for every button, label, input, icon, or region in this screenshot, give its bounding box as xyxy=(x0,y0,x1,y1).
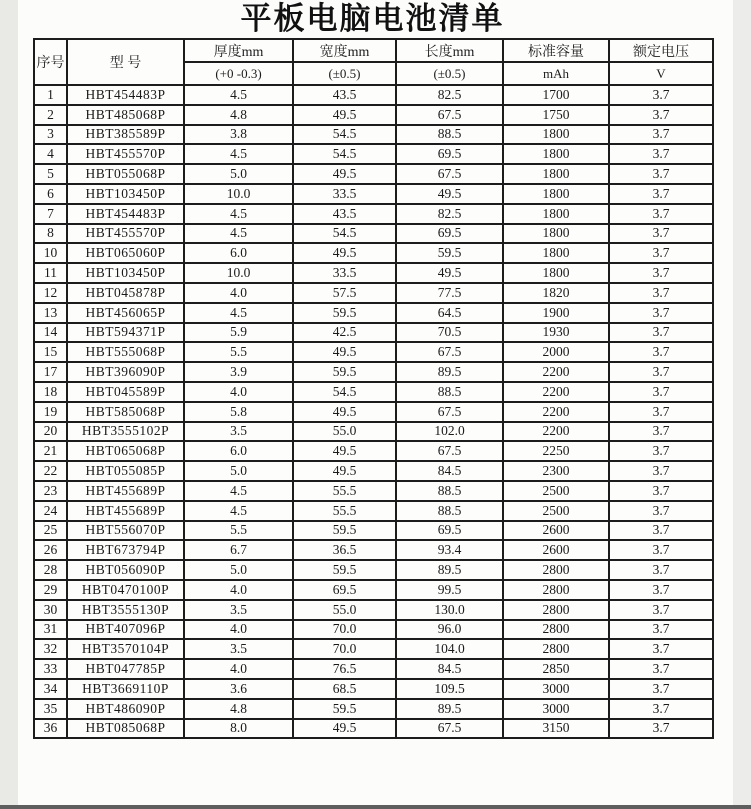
cell-thickness: 3.8 xyxy=(184,125,293,145)
cell-model: HBT486090P xyxy=(67,699,184,719)
cell-thickness: 5.5 xyxy=(184,342,293,362)
cell-length: 88.5 xyxy=(396,501,503,521)
cell-width: 49.5 xyxy=(293,105,396,125)
cell-serial: 11 xyxy=(34,263,67,283)
table-row xyxy=(34,461,713,481)
cell-capacity: 2200 xyxy=(503,362,609,382)
cell-thickness: 3.6 xyxy=(184,679,293,699)
cell-capacity: 1800 xyxy=(503,243,609,263)
cell-thickness: 4.0 xyxy=(184,580,293,600)
cell-length: 99.5 xyxy=(396,580,503,600)
cell-length: 89.5 xyxy=(396,699,503,719)
cell-model: HBT045878P xyxy=(67,283,184,303)
table-row xyxy=(34,699,713,719)
table-row xyxy=(34,263,713,283)
table-row xyxy=(34,679,713,699)
cell-thickness: 4.8 xyxy=(184,699,293,719)
cell-width: 68.5 xyxy=(293,679,396,699)
table-row xyxy=(34,243,713,263)
cell-width: 70.0 xyxy=(293,639,396,659)
cell-capacity: 2600 xyxy=(503,540,609,560)
cell-serial: 24 xyxy=(34,501,67,521)
cell-serial: 6 xyxy=(34,184,67,204)
cell-voltage: 3.7 xyxy=(609,639,713,659)
cell-voltage: 3.7 xyxy=(609,184,713,204)
cell-width: 59.5 xyxy=(293,560,396,580)
cell-serial: 2 xyxy=(34,105,67,125)
cell-thickness: 4.5 xyxy=(184,224,293,244)
cell-thickness: 8.0 xyxy=(184,719,293,739)
table-row xyxy=(34,303,713,323)
cell-capacity: 2800 xyxy=(503,639,609,659)
cell-length: 89.5 xyxy=(396,362,503,382)
cell-width: 49.5 xyxy=(293,243,396,263)
cell-voltage: 3.7 xyxy=(609,125,713,145)
table-row xyxy=(34,441,713,461)
cell-voltage: 3.7 xyxy=(609,441,713,461)
header-voltage-unit: V xyxy=(609,62,713,85)
cell-serial: 25 xyxy=(34,521,67,541)
cell-thickness: 4.5 xyxy=(184,85,293,105)
cell-thickness: 5.0 xyxy=(184,560,293,580)
cell-thickness: 6.7 xyxy=(184,540,293,560)
table-row xyxy=(34,224,713,244)
battery-spec-table xyxy=(33,38,714,739)
battery-table-body xyxy=(34,85,713,738)
table-row xyxy=(34,560,713,580)
cell-width: 55.0 xyxy=(293,422,396,442)
cell-voltage: 3.7 xyxy=(609,719,713,739)
cell-model: HBT455570P xyxy=(67,144,184,164)
cell-length: 84.5 xyxy=(396,659,503,679)
header-thickness: 厚度mm xyxy=(184,39,293,62)
cell-serial: 31 xyxy=(34,620,67,640)
cell-voltage: 3.7 xyxy=(609,323,713,343)
cell-thickness: 4.5 xyxy=(184,144,293,164)
cell-width: 54.5 xyxy=(293,382,396,402)
cell-thickness: 4.5 xyxy=(184,204,293,224)
cell-serial: 20 xyxy=(34,422,67,442)
cell-voltage: 3.7 xyxy=(609,481,713,501)
header-capacity-unit: mAh xyxy=(503,62,609,85)
cell-serial: 17 xyxy=(34,362,67,382)
cell-capacity: 2800 xyxy=(503,600,609,620)
cell-model: HBT055068P xyxy=(67,164,184,184)
cell-width: 43.5 xyxy=(293,204,396,224)
cell-model: HBT045589P xyxy=(67,382,184,402)
cell-model: HBT3555130P xyxy=(67,600,184,620)
cell-serial: 1 xyxy=(34,85,67,105)
cell-width: 49.5 xyxy=(293,461,396,481)
cell-model: HBT407096P xyxy=(67,620,184,640)
cell-model: HBT673794P xyxy=(67,540,184,560)
cell-serial: 15 xyxy=(34,342,67,362)
cell-thickness: 4.5 xyxy=(184,501,293,521)
cell-capacity: 2000 xyxy=(503,342,609,362)
table-row xyxy=(34,639,713,659)
cell-serial: 8 xyxy=(34,224,67,244)
cell-voltage: 3.7 xyxy=(609,342,713,362)
cell-thickness: 3.5 xyxy=(184,422,293,442)
cell-serial: 33 xyxy=(34,659,67,679)
cell-length: 104.0 xyxy=(396,639,503,659)
cell-serial: 36 xyxy=(34,719,67,739)
cell-length: 84.5 xyxy=(396,461,503,481)
cell-voltage: 3.7 xyxy=(609,303,713,323)
cell-length: 88.5 xyxy=(396,481,503,501)
cell-thickness: 4.5 xyxy=(184,481,293,501)
cell-capacity: 2500 xyxy=(503,481,609,501)
cell-model: HBT455689P xyxy=(67,501,184,521)
cell-serial: 30 xyxy=(34,600,67,620)
cell-thickness: 4.0 xyxy=(184,620,293,640)
cell-serial: 26 xyxy=(34,540,67,560)
cell-width: 36.5 xyxy=(293,540,396,560)
cell-width: 59.5 xyxy=(293,521,396,541)
cell-voltage: 3.7 xyxy=(609,699,713,719)
cell-capacity: 2200 xyxy=(503,402,609,422)
cell-capacity: 1800 xyxy=(503,224,609,244)
table-row xyxy=(34,184,713,204)
header-serial: 序号 xyxy=(34,39,67,85)
cell-length: 49.5 xyxy=(396,263,503,283)
cell-voltage: 3.7 xyxy=(609,659,713,679)
cell-length: 109.5 xyxy=(396,679,503,699)
cell-thickness: 5.9 xyxy=(184,323,293,343)
header-thickness-tolerance: (+0 -0.3) xyxy=(184,62,293,85)
cell-model: HBT385589P xyxy=(67,125,184,145)
cell-voltage: 3.7 xyxy=(609,540,713,560)
cell-capacity: 1800 xyxy=(503,125,609,145)
cell-voltage: 3.7 xyxy=(609,461,713,481)
cell-model: HBT3555102P xyxy=(67,422,184,442)
cell-length: 70.5 xyxy=(396,323,503,343)
cell-thickness: 5.5 xyxy=(184,521,293,541)
cell-model: HBT047785P xyxy=(67,659,184,679)
cell-capacity: 2300 xyxy=(503,461,609,481)
cell-length: 88.5 xyxy=(396,125,503,145)
header-length-tolerance: (±0.5) xyxy=(396,62,503,85)
cell-width: 49.5 xyxy=(293,342,396,362)
cell-voltage: 3.7 xyxy=(609,422,713,442)
cell-capacity: 2800 xyxy=(503,580,609,600)
cell-voltage: 3.7 xyxy=(609,560,713,580)
cell-model: HBT455570P xyxy=(67,224,184,244)
cell-thickness: 3.5 xyxy=(184,600,293,620)
cell-width: 59.5 xyxy=(293,699,396,719)
cell-voltage: 3.7 xyxy=(609,402,713,422)
cell-serial: 5 xyxy=(34,164,67,184)
table-row xyxy=(34,283,713,303)
cell-thickness: 6.0 xyxy=(184,441,293,461)
table-row xyxy=(34,580,713,600)
left-edge-strip xyxy=(0,0,18,809)
cell-length: 67.5 xyxy=(396,105,503,125)
cell-voltage: 3.7 xyxy=(609,164,713,184)
cell-length: 69.5 xyxy=(396,224,503,244)
cell-serial: 18 xyxy=(34,382,67,402)
cell-capacity: 3150 xyxy=(503,719,609,739)
cell-capacity: 2200 xyxy=(503,382,609,402)
cell-thickness: 5.0 xyxy=(184,461,293,481)
cell-model: HBT454483P xyxy=(67,204,184,224)
cell-model: HBT103450P xyxy=(67,263,184,283)
cell-width: 54.5 xyxy=(293,144,396,164)
cell-model: HBT056090P xyxy=(67,560,184,580)
cell-model: HBT065060P xyxy=(67,243,184,263)
table-row xyxy=(34,481,713,501)
cell-width: 70.0 xyxy=(293,620,396,640)
cell-voltage: 3.7 xyxy=(609,105,713,125)
cell-width: 76.5 xyxy=(293,659,396,679)
cell-serial: 28 xyxy=(34,560,67,580)
cell-serial: 13 xyxy=(34,303,67,323)
header-capacity: 标准容量 xyxy=(503,39,609,62)
cell-serial: 14 xyxy=(34,323,67,343)
cell-capacity: 1820 xyxy=(503,283,609,303)
cell-thickness: 5.8 xyxy=(184,402,293,422)
table-row xyxy=(34,521,713,541)
table-row xyxy=(34,362,713,382)
cell-capacity: 2800 xyxy=(503,620,609,640)
right-edge-strip xyxy=(733,0,751,809)
cell-capacity: 1800 xyxy=(503,164,609,184)
cell-serial: 34 xyxy=(34,679,67,699)
table-row xyxy=(34,323,713,343)
header-length: 长度mm xyxy=(396,39,503,62)
cell-width: 33.5 xyxy=(293,263,396,283)
cell-serial: 7 xyxy=(34,204,67,224)
cell-model: HBT085068P xyxy=(67,719,184,739)
cell-length: 59.5 xyxy=(396,243,503,263)
cell-thickness: 4.0 xyxy=(184,283,293,303)
cell-voltage: 3.7 xyxy=(609,243,713,263)
cell-length: 69.5 xyxy=(396,144,503,164)
cell-voltage: 3.7 xyxy=(609,620,713,640)
cell-serial: 35 xyxy=(34,699,67,719)
cell-width: 42.5 xyxy=(293,323,396,343)
cell-model: HBT3669110P xyxy=(67,679,184,699)
cell-serial: 19 xyxy=(34,402,67,422)
cell-model: HBT0470100P xyxy=(67,580,184,600)
cell-width: 33.5 xyxy=(293,184,396,204)
header-model: 型 号 xyxy=(67,39,184,85)
cell-width: 59.5 xyxy=(293,303,396,323)
table-row xyxy=(34,382,713,402)
cell-thickness: 4.8 xyxy=(184,105,293,125)
cell-capacity: 1900 xyxy=(503,303,609,323)
cell-voltage: 3.7 xyxy=(609,501,713,521)
cell-model: HBT594371P xyxy=(67,323,184,343)
cell-model: HBT103450P xyxy=(67,184,184,204)
cell-capacity: 1800 xyxy=(503,184,609,204)
cell-serial: 32 xyxy=(34,639,67,659)
cell-thickness: 10.0 xyxy=(184,263,293,283)
cell-serial: 29 xyxy=(34,580,67,600)
cell-model: HBT585068P xyxy=(67,402,184,422)
cell-width: 49.5 xyxy=(293,441,396,461)
cell-thickness: 6.0 xyxy=(184,243,293,263)
cell-length: 96.0 xyxy=(396,620,503,640)
table-row xyxy=(34,659,713,679)
cell-width: 55.0 xyxy=(293,600,396,620)
cell-length: 130.0 xyxy=(396,600,503,620)
cell-length: 88.5 xyxy=(396,382,503,402)
cell-model: HBT456065P xyxy=(67,303,184,323)
cell-width: 57.5 xyxy=(293,283,396,303)
cell-model: HBT455689P xyxy=(67,481,184,501)
table-row xyxy=(34,105,713,125)
table-row xyxy=(34,125,713,145)
table-row xyxy=(34,342,713,362)
cell-thickness: 5.0 xyxy=(184,164,293,184)
cell-width: 55.5 xyxy=(293,501,396,521)
header-voltage: 额定电压 xyxy=(609,39,713,62)
cell-capacity: 2250 xyxy=(503,441,609,461)
cell-voltage: 3.7 xyxy=(609,144,713,164)
cell-width: 43.5 xyxy=(293,85,396,105)
cell-thickness: 10.0 xyxy=(184,184,293,204)
cell-model: HBT454483P xyxy=(67,85,184,105)
table-header xyxy=(34,39,713,85)
cell-length: 89.5 xyxy=(396,560,503,580)
cell-serial: 21 xyxy=(34,441,67,461)
table-row xyxy=(34,402,713,422)
cell-thickness: 3.5 xyxy=(184,639,293,659)
cell-length: 64.5 xyxy=(396,303,503,323)
table-row xyxy=(34,540,713,560)
table-row xyxy=(34,620,713,640)
cell-width: 49.5 xyxy=(293,402,396,422)
cell-voltage: 3.7 xyxy=(609,382,713,402)
cell-voltage: 3.7 xyxy=(609,224,713,244)
cell-voltage: 3.7 xyxy=(609,679,713,699)
cell-thickness: 4.0 xyxy=(184,382,293,402)
cell-capacity: 1800 xyxy=(503,204,609,224)
table-row xyxy=(34,422,713,442)
table-row xyxy=(34,719,713,739)
cell-capacity: 1930 xyxy=(503,323,609,343)
cell-model: HBT396090P xyxy=(67,362,184,382)
cell-length: 93.4 xyxy=(396,540,503,560)
cell-capacity: 1800 xyxy=(503,263,609,283)
cell-width: 49.5 xyxy=(293,164,396,184)
cell-length: 67.5 xyxy=(396,441,503,461)
table-row xyxy=(34,501,713,521)
cell-thickness: 4.0 xyxy=(184,659,293,679)
cell-length: 69.5 xyxy=(396,521,503,541)
cell-thickness: 4.5 xyxy=(184,303,293,323)
cell-length: 67.5 xyxy=(396,402,503,422)
cell-width: 49.5 xyxy=(293,719,396,739)
cell-length: 67.5 xyxy=(396,164,503,184)
cell-length: 77.5 xyxy=(396,283,503,303)
cell-serial: 23 xyxy=(34,481,67,501)
cell-capacity: 3000 xyxy=(503,679,609,699)
cell-voltage: 3.7 xyxy=(609,204,713,224)
cell-length: 82.5 xyxy=(396,204,503,224)
cell-length: 82.5 xyxy=(396,85,503,105)
cell-model: HBT055085P xyxy=(67,461,184,481)
cell-serial: 10 xyxy=(34,243,67,263)
cell-length: 67.5 xyxy=(396,719,503,739)
table-row xyxy=(34,144,713,164)
cell-model: HBT485068P xyxy=(67,105,184,125)
cell-thickness: 3.9 xyxy=(184,362,293,382)
bottom-edge-strip xyxy=(0,805,751,809)
cell-length: 102.0 xyxy=(396,422,503,442)
cell-capacity: 1750 xyxy=(503,105,609,125)
cell-capacity: 1700 xyxy=(503,85,609,105)
cell-voltage: 3.7 xyxy=(609,521,713,541)
header-width-tolerance: (±0.5) xyxy=(293,62,396,85)
cell-model: HBT065068P xyxy=(67,441,184,461)
cell-voltage: 3.7 xyxy=(609,580,713,600)
cell-capacity: 2850 xyxy=(503,659,609,679)
cell-width: 55.5 xyxy=(293,481,396,501)
cell-capacity: 2800 xyxy=(503,560,609,580)
cell-voltage: 3.7 xyxy=(609,85,713,105)
cell-width: 54.5 xyxy=(293,224,396,244)
cell-model: HBT556070P xyxy=(67,521,184,541)
cell-capacity: 2200 xyxy=(503,422,609,442)
table-row xyxy=(34,204,713,224)
cell-serial: 12 xyxy=(34,283,67,303)
cell-capacity: 2600 xyxy=(503,521,609,541)
table-row xyxy=(34,600,713,620)
page-title: 平板电脑电池清单 xyxy=(240,1,505,36)
header-width: 宽度mm xyxy=(293,39,396,62)
cell-length: 67.5 xyxy=(396,342,503,362)
cell-capacity: 1800 xyxy=(503,144,609,164)
table-row xyxy=(34,85,713,105)
cell-serial: 4 xyxy=(34,144,67,164)
cell-model: HBT555068P xyxy=(67,342,184,362)
cell-serial: 3 xyxy=(34,125,67,145)
cell-width: 59.5 xyxy=(293,362,396,382)
cell-capacity: 2500 xyxy=(503,501,609,521)
cell-voltage: 3.7 xyxy=(609,362,713,382)
table-row xyxy=(34,164,713,184)
cell-length: 49.5 xyxy=(396,184,503,204)
cell-width: 69.5 xyxy=(293,580,396,600)
cell-model: HBT3570104P xyxy=(67,639,184,659)
cell-voltage: 3.7 xyxy=(609,283,713,303)
cell-capacity: 3000 xyxy=(503,699,609,719)
cell-voltage: 3.7 xyxy=(609,600,713,620)
cell-serial: 22 xyxy=(34,461,67,481)
cell-voltage: 3.7 xyxy=(609,263,713,283)
cell-width: 54.5 xyxy=(293,125,396,145)
